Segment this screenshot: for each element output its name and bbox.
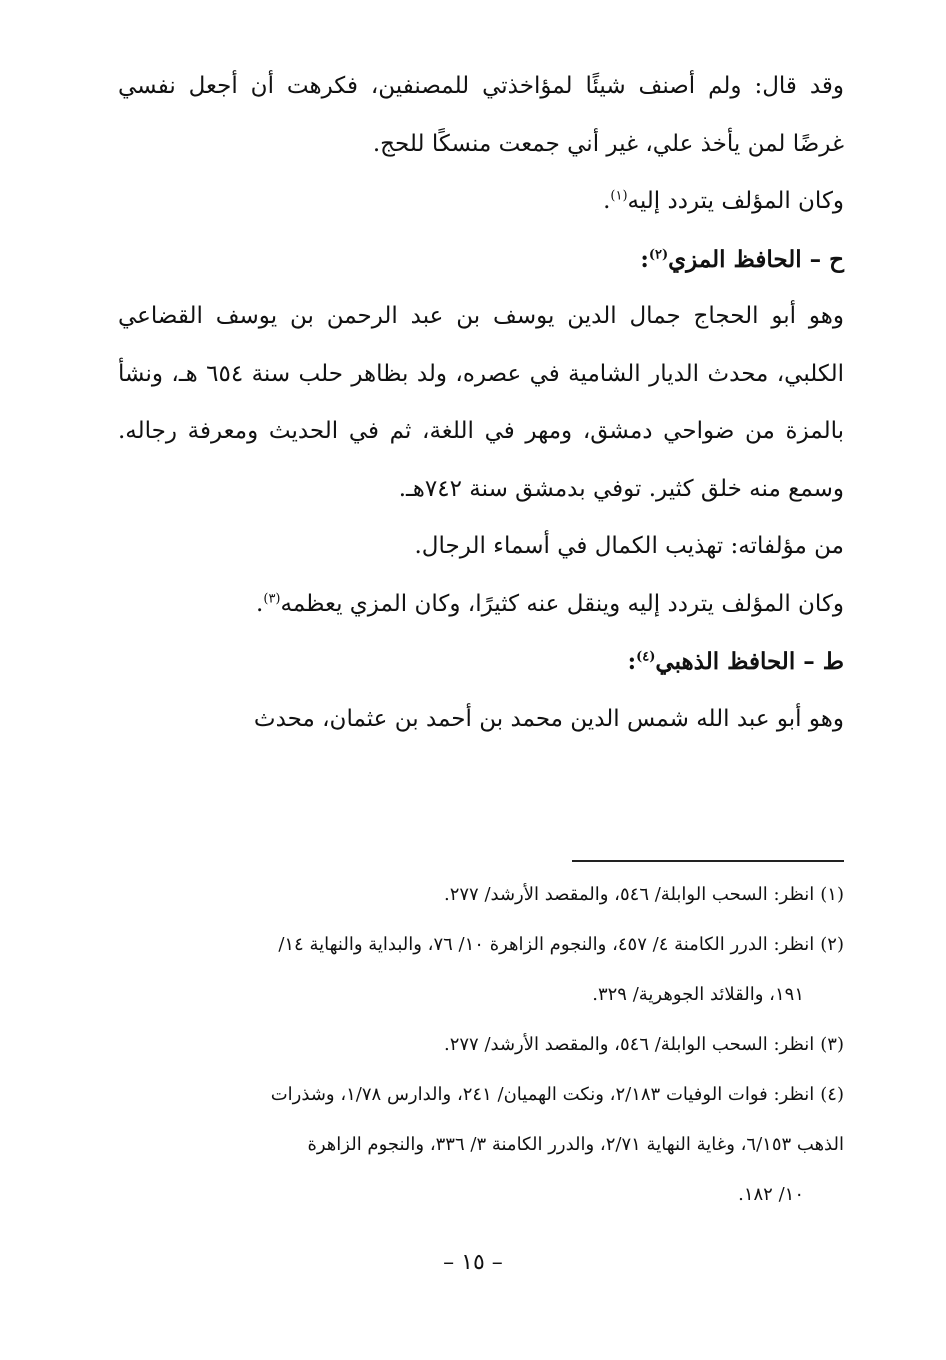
paragraph-text: وقد قال: ولم أصنف شيئًا لمؤاخذتي للمصنفين، فكرهت أن أجعل نفسي غرضًا لمن يأخذ علي، غير أني جمعت منسكًا للحج. <box>118 73 844 157</box>
footnote-separator <box>572 860 844 862</box>
paragraph-visits <box>118 173 844 231</box>
footnote-2 <box>118 920 844 970</box>
paragraph-text: وهو أبو عبد الله شمس الدين محمد بن أحمد بن عثمان، محدث <box>253 705 844 732</box>
footnote-number: (١) <box>820 884 844 905</box>
footnote-text: ١٠/ ١٨٢. <box>738 1184 804 1205</box>
footnote-text: انظر: السحب الوابلة/ ٥٤٦، والمقصد الأرشد/ ٢٧٧. <box>443 884 815 905</box>
punctuation: : <box>627 648 637 675</box>
punctuation: : <box>640 245 649 273</box>
paragraph-text: وهو أبو الحجاج جمال الدين يوسف بن عبد الرحمن بن يوسف القضاعي الكلبي، محدث الديار الشامية في عصره، ولد بظاهر حلب سنة ٦٥٤ هـ، ونشأ بالمزة من ضواحي دمشق، ومهر في اللغة، ثم في الحديث ومعرفة رجاله. وسمع منه خلق كثير. توفي بدمشق سنة ٧٤٢هـ. <box>118 303 845 502</box>
paragraph-mizzi-works <box>118 518 844 576</box>
book-page <box>118 58 844 1318</box>
footnote-number: (٤) <box>820 1084 844 1105</box>
footnote-ref-1[interactable]: (١) <box>610 188 628 204</box>
footnote-number: (٢) <box>820 934 844 955</box>
footnote-4 <box>118 1070 844 1120</box>
footnote-text: الذهب ٦/١٥٣، وغاية النهاية ٢/٧١، والدرر الكامنة ٣/ ٣٣٦، والنجوم الزاهرة <box>307 1134 844 1155</box>
paragraph-text: من مؤلفاته: تهذيب الكمال في أسماء الرجال. <box>414 533 844 559</box>
heading-text: ط – الحافظ الذهبي <box>655 648 844 675</box>
paragraph-mizzi-bio <box>118 288 844 518</box>
footnote-text: ١٩١، والقلائد الجوهرية/ ٣٢٩. <box>592 984 804 1005</box>
section-heading-dhahabi <box>118 633 844 691</box>
paragraph-dhahabi-bio <box>118 691 844 749</box>
footnote-number: (٣) <box>820 1034 844 1055</box>
footnote-ref-4[interactable]: (٤) <box>636 649 656 665</box>
paragraph-text: وكان المؤلف يتردد إليه <box>627 188 844 214</box>
section-heading-mizzi <box>118 231 844 289</box>
main-text <box>118 58 844 748</box>
heading-text: ح – الحافظ المزي <box>668 245 844 273</box>
footnote-ref-2[interactable]: (٢) <box>648 246 669 262</box>
footnotes <box>118 870 844 1220</box>
footnote-text: انظر: الدرر الكامنة ٤/ ٤٥٧، والنجوم الزاهرة ١٠/ ٧٦، والبداية والنهاية ١٤/ <box>278 934 815 955</box>
paragraph-quote <box>118 58 844 173</box>
punctuation: . <box>256 590 264 617</box>
page-number: – ١٥ – <box>443 1250 503 1275</box>
footnote-2-continued <box>118 970 844 1020</box>
paragraph-mizzi-relation <box>118 576 844 634</box>
footnote-1 <box>118 870 844 920</box>
footnote-3 <box>118 1020 844 1070</box>
footnote-ref-3[interactable]: (٣) <box>263 590 281 606</box>
punctuation: . <box>603 188 611 214</box>
footnote-4-continued-end <box>118 1170 844 1220</box>
footnote-text: انظر: السحب الوابلة/ ٥٤٦، والمقصد الأرشد/ ٢٧٧. <box>443 1034 815 1055</box>
footnote-4-continued <box>118 1120 844 1170</box>
footnote-text: انظر: فوات الوفيات ٢/١٨٣، ونكت الهميان/ ٢٤١، والدارس ١/٧٨، وشذرات <box>270 1084 815 1105</box>
paragraph-text: وكان المؤلف يتردد إليه وينقل عنه كثيرًا، وكان المزي يعظمه <box>280 590 844 617</box>
